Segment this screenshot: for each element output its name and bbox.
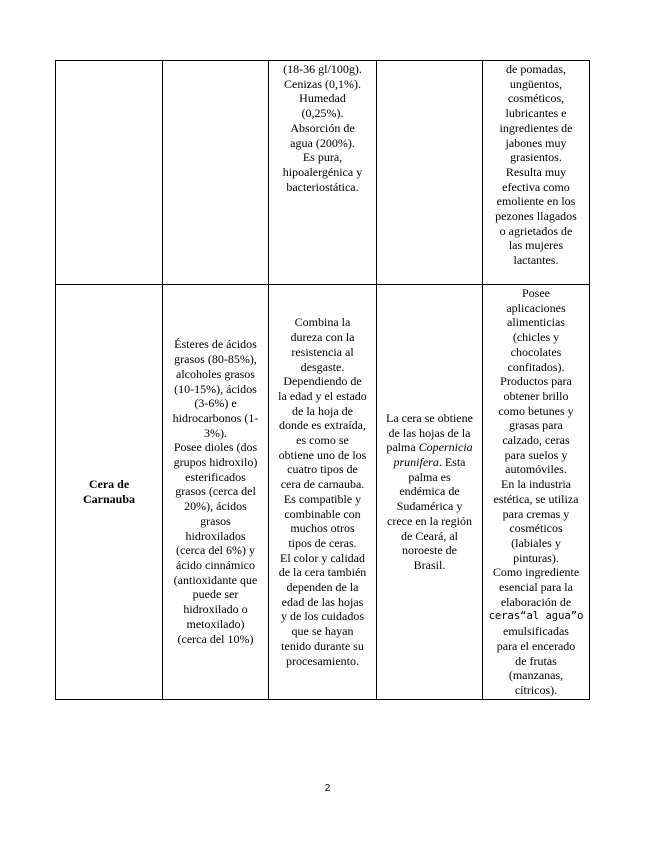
table-cell-origin: La cera se obtiene de las hojas de la palma Copernicia prunifera. Esta palma es endémica de Sudamérica y crece en la región de Ceará, al noroeste de Brasil. [377,285,483,700]
table-cell-empty [377,61,483,285]
table-cell-uses: Posee aplicaciones alimenticias (chicles y chocolates confitados). Productos para obtener brillo como betunes y grasas para calzado, ceras para suelos y automóviles. En la industria estética, se utiliza para cremas y cosméticos (labiales y pinturas). Como ingrediente esencial para la elaboración de ceras“al agua”o emulsificadas para el encerado de frutas (manzanas, cítricos). [483,285,590,700]
species-name: Copernicia [418,440,473,455]
wax-table [55,60,590,700]
table-cell-uses: de pomadas, ungüentos, cosméticos, lubricantes e ingredientes de jabones muy grasientos. Resulta muy efectiva como emoliente en los pezones llagados o agrietados de las mujeres lactantes. [483,61,590,285]
table-cell-composition: Ésteres de ácidos grasos (80-85%), alcoholes grasos (10-15%), ácidos (3-6%) e hidrocarbonos (1- 3%). Posee dioles (dos grupos hidroxilo) esterificados grasos (cerca del 20%), ácidos grasos hidroxilados (cerca del 6%) y ácido cinnámico (antioxidante que puede ser hidroxilado o metoxilado) (cerca del 10%) [163,285,269,700]
table-cell-properties: (18-36 gl/100g). Cenizas (0,1%). Humedad (0,25%). Absorción de agua (200%). Es pura, hipoalergénica y bacteriostática. [269,61,377,285]
table-cell-empty [56,61,163,285]
species-name: prunifera [393,455,439,470]
mono-text-line: ceras“al agua”o [488,610,584,623]
table-cell-empty [163,61,269,285]
table-row [56,285,590,700]
table-row [56,61,590,285]
table-cell-properties: Combina la dureza con la resistencia al desgaste. Dependiendo de la edad y el estado de la hoja de donde es extraída, es como se obtiene uno de los cuatro tipos de cera de carnauba. Es compatible y combinable con muchos otros tipos de ceras. El color y calidad de la cera también dependen de la edad de las hojas y de los cuidados que se hayan tenido durante su procesamiento. [269,285,377,700]
page-number: 2 [324,783,331,794]
table-cell-wax-name: Cera de Carnauba [56,285,163,700]
